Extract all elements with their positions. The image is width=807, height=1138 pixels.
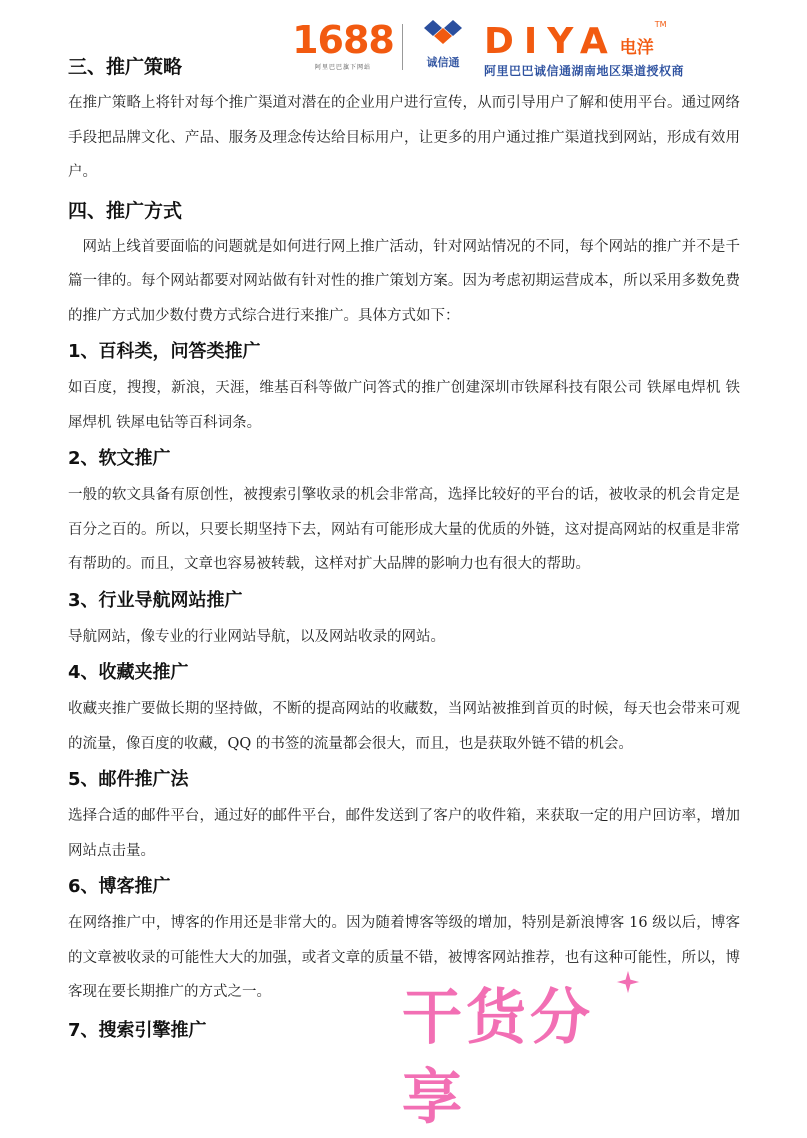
- method-heading-softarticle: 2、软文推广: [68, 448, 171, 469]
- chengxin-diamond-icon: [420, 18, 466, 52]
- section-paragraph-methods: 网站上线首要面临的问题就是如何进行网上推广活动，针对网站情况的不同，每个网站的推广并不是千篇一律的。每个网站都要对网站做有针对性的推广策划方案。因为考虑初期运营成本，所以采用多数免费的推广方式加少数付费方式综合进行来推广。具体方式如下：: [68, 238, 740, 324]
- method-paragraph-navigation: 导航网站，像专业的行业网站导航，以及网站收录的网站。: [68, 628, 445, 645]
- method-paragraph-email: 选择合适的邮件平台，通过好的邮件平台，邮件发送到了客户的收件箱，来获取一定的用户回访率，增加网站点击量。: [68, 808, 740, 859]
- dry-goods-sticker: [402, 968, 652, 1133]
- sticker-text: 干货分享: [402, 983, 594, 1133]
- method-heading-baike: 1、百科类，问答类推广: [68, 341, 261, 362]
- method-paragraph-baike: 如百度，搜搜，新浪，天涯，维基百科等做广问答式的推广创建深圳市铁犀科技有限公司 铁犀电焊机 铁犀焊机 铁犀电钻等百科词条。: [68, 380, 740, 431]
- section-paragraph-strategy: 在推广策略上将针对每个推广渠道对潜在的企业用户进行宣传，从而引导用户了解和使用平台。通过网络手段把品牌文化、产品、服务及理念传达给目标用户，让更多的用户通过推广渠道找到网站，形成有效用户。: [68, 95, 740, 180]
- logo-1688-text: 1688: [292, 18, 394, 62]
- diya-chinese-name: 电洋: [619, 38, 654, 58]
- logo-1688-subtitle: 阿里巴巴旗下网站: [314, 64, 371, 71]
- chengxintong-label: 诚信通: [426, 56, 460, 69]
- sparkle-icon: [614, 968, 642, 996]
- method-paragraph-blog: 在网络推广中，博客的作用还是非常大的。因为随着博客等级的增加，特别是新浪博客 16 级以后，博客的文章被收录的可能性大大的加强，或者文章的质量不错，被博客网站推荐，也有这种可能性，所以，博客现在要长期推广的方式之一。: [68, 915, 740, 1000]
- method-heading-email: 5、邮件推广法: [68, 769, 189, 790]
- method-heading-blog: 6、博客推广: [68, 876, 171, 897]
- method-paragraph-softarticle: 一般的软文具备有原创性，被搜索引擎收录的机会非常高，选择比较好的平台的话，被收录的机会肯定是百分之百的。所以，只要长期坚持下去，网站有可能形成大量的优质的外链，这对提高网站的权重是非常有帮助的。而且，文章也容易被转载，这样对扩大品牌的影响力也有很大的帮助。: [68, 487, 740, 572]
- method-heading-navigation: 3、行业导航网站推广: [68, 589, 243, 611]
- article-body: [68, 48, 740, 1048]
- section-heading-methods: 四、推广方式: [68, 199, 183, 222]
- method-heading-favorites: 4、收藏夹推广: [68, 662, 189, 683]
- trademark-mark: TM: [654, 20, 667, 29]
- authorized-dealer-text: 阿里巴巴诚信通湖南地区渠道授权商: [484, 64, 685, 78]
- method-paragraph-favorites: 收藏夹推广要做长期的坚持做，不断的提高网站的收藏数，当网站被推到首页的时候，每天也会带来可观的流量，像百度的收藏，QQ 的书签的流量都会很大，而且，也是获取外链不错的机会。: [68, 701, 740, 752]
- section-heading-strategy: 三、推广策略: [68, 56, 183, 78]
- method-heading-search-engine: 7、搜索引擎推广: [68, 1019, 207, 1041]
- diya-wordmark: DIYA: [484, 21, 618, 62]
